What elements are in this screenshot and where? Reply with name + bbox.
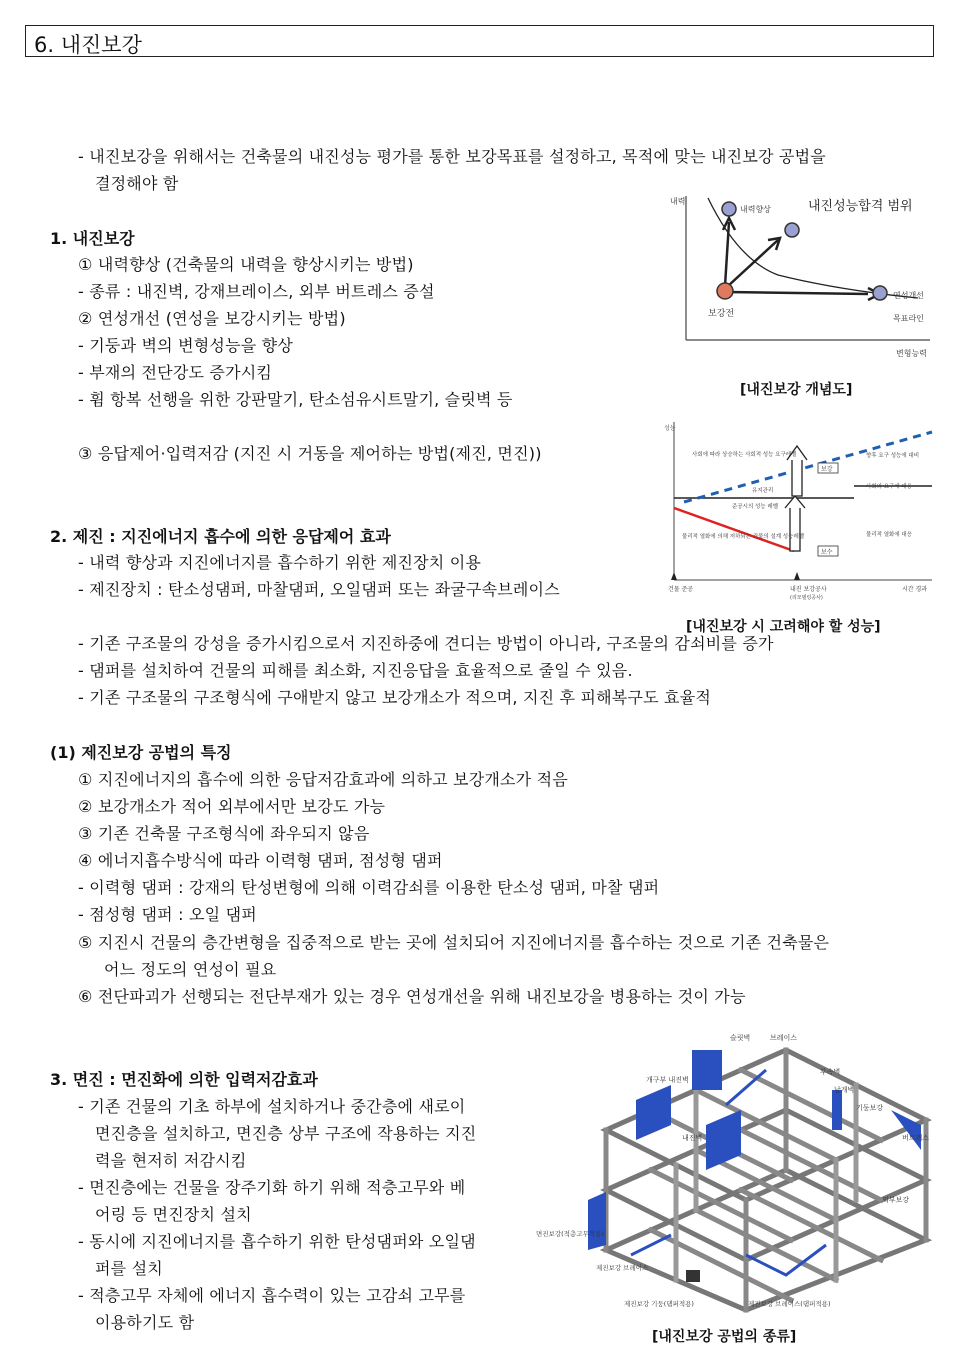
y-axis-label: 성능: [664, 425, 676, 432]
repair-arrow: [790, 506, 800, 551]
list-item: - 휨 항복 선행을 위한 강판말기, 탄소섬유시트말기, 슬릿벽 등: [78, 390, 513, 409]
combined-arrow: [728, 240, 778, 286]
target-label: 목표라인: [893, 314, 924, 323]
start-marker: [671, 572, 677, 580]
ductility-point: [873, 286, 887, 300]
brace-label: 브레이스: [770, 1034, 798, 1042]
list-item: ② 보강개소가 적어 외부에서만 보강도 가능: [78, 797, 386, 816]
list-item: - 기둥과 벽의 변형성능을 향상: [78, 336, 293, 355]
heading-3: 3. 면진 : 면진화에 의한 입력저감효과: [50, 1070, 318, 1089]
section-title-box: [25, 25, 934, 57]
x-end-label: 시간 경과: [902, 586, 928, 593]
physical-label: 물리적 열화에 대응: [866, 532, 913, 538]
list-item: ⑤ 지진시 건물의 층간변형을 집중적으로 받는 곳에 설치되어 지진에너지를 흡수하는 것으로 기존 건축물은: [78, 933, 830, 952]
mid-marker: [794, 572, 800, 580]
reinforced-walls: [588, 1050, 921, 1282]
degradation-line: [674, 508, 794, 551]
fig1-caption: [내진보강 개념도]: [740, 382, 853, 398]
future-label: 향후 요구 성능에 대비: [866, 453, 920, 459]
list-item: ③ 응답제어·입력저감 (지진 시 거동을 제어하는 방법(제진, 면진)): [78, 444, 542, 463]
list-item: - 기존 구조물의 구조형식에 구애받지 않고 보강개소가 적으며, 지진 후 피해복구도 효율적: [78, 688, 712, 707]
range-label: 내진성능합격 범위: [808, 199, 913, 214]
list-item: 면진층을 설치하고, 면진층 상부 구조에 작용하는 지진: [95, 1124, 477, 1143]
section-title: 6. 내진보강: [34, 33, 142, 57]
social-change-label: 사회의 요구에 대응: [866, 484, 913, 490]
reinforce-label: 보강: [821, 466, 833, 473]
list-item: - 종류 : 내진벽, 강재브레이스, 외부 버트레스 증설: [78, 282, 435, 301]
subheading-2-1: (1) 제진보강 공법의 특징: [50, 743, 232, 762]
performance-diagram: [664, 418, 936, 606]
list-item: - 이력형 댐퍼 : 강재의 탄성변형에 의해 이력감쇠를 이용한 탄소성 댐퍼, 마찰 댐퍼: [78, 878, 660, 897]
degrade-label: 물리적 열화에 의해 저하되는 건물의 설계 성능레벨: [682, 534, 805, 540]
fig3-caption: [내진보강 공법의 종류]: [652, 1329, 797, 1345]
heading-2: 2. 제진 : 지진에너지 흡수에 의한 응답제어 효과: [50, 527, 391, 546]
list-item: - 점성형 댐퍼 : 오일 댐퍼: [78, 905, 257, 924]
damper: [686, 1270, 700, 1282]
list-item: ③ 기존 건축물 구조형식에 좌우되지 않음: [78, 824, 370, 843]
intro-line-2: 결정해야 함: [95, 174, 179, 193]
slit-wall: [692, 1050, 722, 1090]
list-item: ② 연성개선 (연성을 보강시키는 방법): [78, 309, 346, 328]
buttress-label: 버트레스: [902, 1134, 930, 1142]
x-mid-label: 내진 보강공사: [790, 586, 827, 593]
list-item: - 기존 건물의 기초 하부에 설치하거나 중간층에 새로이: [78, 1097, 466, 1116]
wing-wall-label: 날개벽: [834, 1086, 855, 1094]
column-label: 기둥보강: [856, 1104, 884, 1112]
before-label: 보강전: [708, 309, 735, 319]
x-axis-label: 변형능력: [896, 349, 927, 358]
list-item: - 동시에 지진에너지를 흡수하기 위한 탄성댐퍼와 오일댐: [78, 1232, 476, 1251]
list-item: - 부재의 전단강도 증가시킴: [78, 363, 273, 382]
opening-wall-label: 개구부 내진벽: [646, 1076, 689, 1084]
list-item: - 기존 구조물의 강성을 증가시킴으로서 지진하중에 견디는 방법이 아니라, 구조물의 감쇠비를 증가: [78, 634, 774, 653]
maintain-label: 유지관리: [752, 488, 774, 494]
iso-layer-label: 면진보강(적층고무적용): [536, 1230, 604, 1238]
combined-point: [785, 223, 799, 237]
list-item: 이용하기도 함: [95, 1313, 195, 1332]
concept-diagram: [668, 190, 934, 362]
opening-shear-wall: [636, 1085, 671, 1140]
list-item: - 댐퍼를 설치하여 건물의 피해를 최소화, 지진응답을 효율적으로 줄일 수 있음.: [78, 661, 633, 680]
frame: [606, 1050, 926, 1310]
slit-label: 슬릿벽: [730, 1034, 751, 1042]
list-item: - 면진층에는 건물을 장주기화 하기 위해 적층고무와 베: [78, 1178, 466, 1197]
strength-label: 내력향상: [740, 205, 771, 214]
list-item: - 내력 향상과 지진에너지를 흡수하기 위한 제진장치 이용: [78, 553, 482, 572]
shear-wall: [706, 1110, 741, 1170]
methods-diagram: [536, 1030, 936, 1316]
outer-label: 외부보강: [882, 1196, 910, 1204]
side-wall: [832, 1090, 842, 1130]
reinforce-arrow: [792, 458, 802, 496]
damper-brace2-label: 제진보강 브레이스(댐퍼적용): [748, 1300, 831, 1308]
y-axis-label: 내력: [670, 197, 686, 206]
ductility-arrow: [726, 292, 868, 294]
fig2-caption: [내진보강 시 고려해야 할 성능]: [686, 619, 881, 635]
list-item: - 제진장치 : 탄소성댐퍼, 마찰댐퍼, 오일댐퍼 또는 좌굴구속브레이스: [78, 580, 560, 599]
list-item: ① 내력향상 (건축물의 내력을 향상시키는 방법): [78, 255, 414, 274]
strength-point: [722, 202, 736, 216]
damper-column-label: 제진보강 기둥(댐퍼적용): [624, 1300, 694, 1308]
shear-wall-label: 내진벽: [682, 1134, 703, 1142]
iso-layer: [588, 1192, 606, 1250]
social-demand-line: [684, 432, 932, 502]
intro-line-1: - 내진보강을 위해서는 건축물의 내진성능 평가를 통한 보강목표를 설정하고, 목적에 맞는 내진보강 공법을: [78, 147, 826, 166]
list-item: - 적층고무 자체에 에너지 흡수력이 있는 고감쇠 고무를: [78, 1286, 466, 1305]
heading-1: 1. 내진보강: [50, 229, 135, 248]
repair-label: 보수: [821, 549, 833, 556]
social-label: 사회에 따라 상승하는 사회적 성능 요구레벨: [692, 452, 797, 458]
damper-brace-label: 제진보강 브레이스: [596, 1264, 649, 1272]
list-item: ⑥ 전단파괴가 선행되는 전단부재가 있는 경우 연성개선을 위해 내진보강을 병용하는 것이 가능: [78, 987, 746, 1006]
x-start-label: 건물 준공: [668, 586, 694, 593]
x-mid2-label: (리모델링공사): [790, 595, 823, 601]
before-point: [717, 283, 733, 299]
completion-label: 준공시의 성능 레벨: [732, 504, 779, 510]
list-item: ④ 에너지흡수방식에 따라 이력형 댐퍼, 점성형 댐퍼: [78, 851, 443, 870]
list-item: 퍼를 설치: [95, 1259, 163, 1278]
list-item: 어링 등 면진장치 설치: [95, 1205, 252, 1224]
list-item: 어느 정도의 연성이 필요: [104, 960, 277, 979]
list-item: ① 지진에너지의 흡수에 의한 응답저감효과에 의하고 보강개소가 적음: [78, 770, 568, 789]
list-item: 력을 현저히 저감시킴: [95, 1151, 247, 1170]
ductility-label: 연성개선: [893, 291, 924, 300]
side-wall-label: 부속벽: [820, 1068, 841, 1076]
